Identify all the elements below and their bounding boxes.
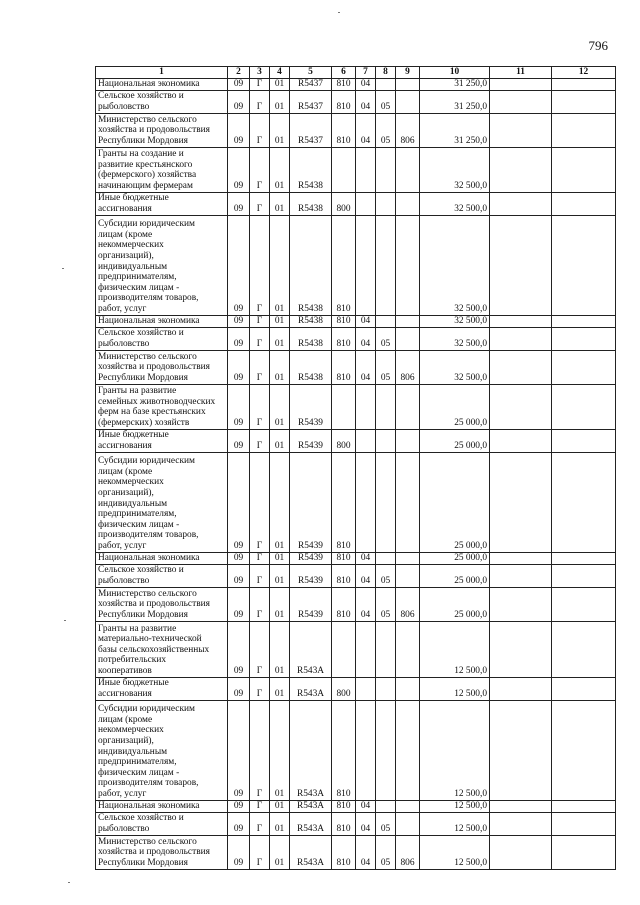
code-cell: R5438	[290, 315, 332, 327]
code-cell: 01	[270, 78, 290, 90]
row-name-cell: Министерство сельского хозяйства и продовольствия Республики Мордовия	[96, 113, 228, 147]
code-cell: 05	[376, 835, 396, 869]
code-cell	[396, 78, 420, 90]
amount-cell: 31 250,0	[420, 113, 490, 147]
header-cell-7: 7	[356, 67, 376, 79]
code-cell	[396, 327, 420, 350]
code-cell: 09	[228, 327, 250, 350]
code-cell: 04	[356, 350, 376, 384]
scan-speck	[68, 882, 70, 883]
table-row	[96, 315, 616, 327]
code-cell: 04	[356, 587, 376, 621]
code-cell: 05	[376, 564, 396, 587]
code-cell: 810	[332, 90, 356, 113]
code-cell	[396, 147, 420, 192]
code-cell: 810	[332, 452, 356, 552]
amount-cell: 25 000,0	[420, 384, 490, 429]
table-row	[96, 429, 616, 452]
code-cell	[356, 147, 376, 192]
code-cell: Г	[250, 350, 270, 384]
code-cell: 09	[228, 800, 250, 812]
code-cell: R5439	[290, 564, 332, 587]
amount-cell: 32 500,0	[420, 147, 490, 192]
empty-cell-11	[490, 113, 552, 147]
amount-cell: 25 000,0	[420, 552, 490, 564]
code-cell: 810	[332, 113, 356, 147]
header-cell-2: 2	[228, 67, 250, 79]
code-cell: 01	[270, 812, 290, 835]
table-row	[96, 192, 616, 215]
scan-speck	[62, 268, 64, 269]
code-cell	[356, 384, 376, 429]
row-name-cell: Национальная экономика	[96, 800, 228, 812]
code-cell: 01	[270, 90, 290, 113]
code-cell	[376, 147, 396, 192]
code-cell	[376, 677, 396, 700]
code-cell: 09	[228, 113, 250, 147]
amount-cell: 32 500,0	[420, 350, 490, 384]
row-name-cell: Гранты на развитие материально-технической базы сельскохозяйственных потребительских кооперативов	[96, 621, 228, 677]
header-cell-1: 1	[96, 67, 228, 79]
code-cell: 04	[356, 113, 376, 147]
code-cell	[396, 621, 420, 677]
header-cell-10: 10	[420, 67, 490, 79]
code-cell: R5439	[290, 429, 332, 452]
header-cell-5: 5	[290, 67, 332, 79]
code-cell	[396, 552, 420, 564]
code-cell	[396, 315, 420, 327]
code-cell: 01	[270, 700, 290, 800]
amount-cell: 12 500,0	[420, 835, 490, 869]
code-cell	[396, 215, 420, 315]
code-cell: R5438	[290, 192, 332, 215]
code-cell: R543А	[290, 800, 332, 812]
row-name-cell: Министерство сельского хозяйства и продовольствия Республики Мордовия	[96, 835, 228, 869]
code-cell: 01	[270, 677, 290, 700]
code-cell	[376, 621, 396, 677]
amount-cell: 12 500,0	[420, 677, 490, 700]
empty-cell-11	[490, 800, 552, 812]
header-cell-4: 4	[270, 67, 290, 79]
amount-cell: 32 500,0	[420, 315, 490, 327]
row-name-cell: Сельское хозяйство и рыболовство	[96, 564, 228, 587]
scan-speck	[64, 620, 66, 621]
amount-cell: 12 500,0	[420, 700, 490, 800]
empty-cell-11	[490, 587, 552, 621]
code-cell: 09	[228, 621, 250, 677]
code-cell: Г	[250, 800, 270, 812]
header-cell-12: 12	[552, 67, 616, 79]
code-cell: 01	[270, 429, 290, 452]
code-cell: 01	[270, 215, 290, 315]
code-cell	[396, 812, 420, 835]
empty-cell-11	[490, 350, 552, 384]
header-cell-6: 6	[332, 67, 356, 79]
empty-cell-12	[552, 835, 616, 869]
code-cell	[376, 192, 396, 215]
code-cell: 810	[332, 800, 356, 812]
code-cell: 09	[228, 564, 250, 587]
empty-cell-12	[552, 452, 616, 552]
code-cell: 01	[270, 621, 290, 677]
row-name-cell: Гранты на развитие семейных животноводческих ферм на базе крестьянских (фермерских) хозяйств	[96, 384, 228, 429]
code-cell	[332, 621, 356, 677]
row-name-cell: Национальная экономика	[96, 552, 228, 564]
code-cell: 09	[228, 350, 250, 384]
row-name-cell: Сельское хозяйство и рыболовство	[96, 327, 228, 350]
table-row	[96, 78, 616, 90]
code-cell: Г	[250, 429, 270, 452]
code-cell: 09	[228, 587, 250, 621]
empty-cell-11	[490, 384, 552, 429]
code-cell	[396, 90, 420, 113]
code-cell	[332, 384, 356, 429]
code-cell: 05	[376, 350, 396, 384]
amount-cell: 32 500,0	[420, 192, 490, 215]
code-cell: 04	[356, 835, 376, 869]
code-cell: 810	[332, 78, 356, 90]
empty-cell-12	[552, 621, 616, 677]
code-cell: 09	[228, 384, 250, 429]
empty-cell-11	[490, 315, 552, 327]
budget-table	[95, 66, 616, 870]
row-name-cell: Министерство сельского хозяйства и продовольствия Республики Мордовия	[96, 350, 228, 384]
code-cell: 04	[356, 812, 376, 835]
code-cell: 01	[270, 564, 290, 587]
code-cell: 810	[332, 315, 356, 327]
code-cell: Г	[250, 78, 270, 90]
code-cell: Г	[250, 147, 270, 192]
code-cell: 01	[270, 192, 290, 215]
code-cell: 04	[356, 315, 376, 327]
code-cell: 01	[270, 350, 290, 384]
amount-cell: 25 000,0	[420, 587, 490, 621]
code-cell: 05	[376, 812, 396, 835]
code-cell	[396, 700, 420, 800]
table-row	[96, 384, 616, 429]
code-cell: 09	[228, 147, 250, 192]
code-cell: R5438	[290, 215, 332, 315]
code-cell: R5439	[290, 552, 332, 564]
empty-cell-11	[490, 452, 552, 552]
code-cell: R5438	[290, 350, 332, 384]
code-cell: 01	[270, 384, 290, 429]
code-cell: R5437	[290, 90, 332, 113]
empty-cell-12	[552, 564, 616, 587]
code-cell: 09	[228, 78, 250, 90]
table-row	[96, 700, 616, 800]
code-cell: 810	[332, 564, 356, 587]
code-cell: R543А	[290, 812, 332, 835]
empty-cell-11	[490, 812, 552, 835]
row-name-cell: Сельское хозяйство и рыболовство	[96, 812, 228, 835]
row-name-cell: Иные бюджетные ассигнования	[96, 677, 228, 700]
empty-cell-11	[490, 700, 552, 800]
code-cell: R5438	[290, 327, 332, 350]
empty-cell-11	[490, 147, 552, 192]
code-cell: 09	[228, 700, 250, 800]
code-cell: 01	[270, 587, 290, 621]
code-cell: R543А	[290, 835, 332, 869]
table-row	[96, 90, 616, 113]
empty-cell-12	[552, 192, 616, 215]
code-cell: Г	[250, 564, 270, 587]
empty-cell-11	[490, 835, 552, 869]
table-row	[96, 677, 616, 700]
empty-cell-12	[552, 78, 616, 90]
table-row	[96, 552, 616, 564]
code-cell: Г	[250, 113, 270, 147]
code-cell: 04	[356, 564, 376, 587]
code-cell: 04	[356, 552, 376, 564]
code-cell: 04	[356, 78, 376, 90]
header-cell-9: 9	[396, 67, 420, 79]
code-cell: R5439	[290, 452, 332, 552]
empty-cell-11	[490, 192, 552, 215]
code-cell: 01	[270, 315, 290, 327]
table-row	[96, 147, 616, 192]
code-cell: Г	[250, 90, 270, 113]
code-cell: 806	[396, 113, 420, 147]
amount-cell: 25 000,0	[420, 564, 490, 587]
code-cell	[396, 564, 420, 587]
code-cell	[396, 452, 420, 552]
code-cell: 01	[270, 835, 290, 869]
code-cell	[376, 552, 396, 564]
code-cell: 01	[270, 113, 290, 147]
empty-cell-12	[552, 90, 616, 113]
code-cell	[356, 192, 376, 215]
code-cell	[376, 315, 396, 327]
code-cell: Г	[250, 384, 270, 429]
code-cell	[332, 147, 356, 192]
code-cell: Г	[250, 327, 270, 350]
code-cell: Г	[250, 215, 270, 315]
table-body	[96, 78, 616, 869]
empty-cell-11	[490, 78, 552, 90]
code-cell: 09	[228, 90, 250, 113]
code-cell: 05	[376, 587, 396, 621]
code-cell: 01	[270, 800, 290, 812]
empty-cell-12	[552, 677, 616, 700]
code-cell: 04	[356, 327, 376, 350]
code-cell	[396, 429, 420, 452]
code-cell	[396, 800, 420, 812]
table-row	[96, 812, 616, 835]
code-cell: 806	[396, 587, 420, 621]
code-cell: R543А	[290, 700, 332, 800]
amount-cell: 32 500,0	[420, 327, 490, 350]
code-cell	[376, 700, 396, 800]
code-cell	[356, 700, 376, 800]
table-row	[96, 800, 616, 812]
code-cell: 09	[228, 192, 250, 215]
code-cell: 01	[270, 552, 290, 564]
code-cell: Г	[250, 192, 270, 215]
row-name-cell: Иные бюджетные ассигнования	[96, 192, 228, 215]
header-cell-8: 8	[376, 67, 396, 79]
empty-cell-11	[490, 429, 552, 452]
scan-speck	[338, 12, 340, 13]
empty-cell-11	[490, 552, 552, 564]
code-cell: Г	[250, 812, 270, 835]
code-cell: R5437	[290, 113, 332, 147]
empty-cell-12	[552, 700, 616, 800]
amount-cell: 32 500,0	[420, 215, 490, 315]
code-cell: 09	[228, 677, 250, 700]
table-row	[96, 587, 616, 621]
empty-cell-12	[552, 315, 616, 327]
empty-cell-11	[490, 90, 552, 113]
row-name-cell: Сельское хозяйство и рыболовство	[96, 90, 228, 113]
code-cell: 05	[376, 90, 396, 113]
amount-cell: 25 000,0	[420, 452, 490, 552]
row-name-cell: Субсидии юридическим лицам (кроме некоммерческих организаций), индивидуальным предпринимателям, физическим лицам - производителям товаров, работ, услуг	[96, 452, 228, 552]
code-cell: 09	[228, 429, 250, 452]
table-row	[96, 564, 616, 587]
empty-cell-11	[490, 677, 552, 700]
code-cell: R5439	[290, 384, 332, 429]
row-name-cell: Национальная экономика	[96, 315, 228, 327]
empty-cell-12	[552, 800, 616, 812]
code-cell: 810	[332, 350, 356, 384]
code-cell: 09	[228, 215, 250, 315]
code-cell	[396, 192, 420, 215]
code-cell: R543А	[290, 677, 332, 700]
amount-cell: 25 000,0	[420, 429, 490, 452]
empty-cell-12	[552, 215, 616, 315]
code-cell: Г	[250, 587, 270, 621]
page-number: 796	[588, 38, 608, 53]
code-cell: 810	[332, 552, 356, 564]
code-cell: 01	[270, 327, 290, 350]
row-name-cell: Субсидии юридическим лицам (кроме некоммерческих организаций), индивидуальным предпринимателям, физическим лицам - производителям товаров, работ, услуг	[96, 215, 228, 315]
empty-cell-12	[552, 327, 616, 350]
empty-cell-12	[552, 350, 616, 384]
empty-cell-12	[552, 552, 616, 564]
code-cell	[396, 677, 420, 700]
budget-table-container	[95, 66, 616, 870]
code-cell	[396, 384, 420, 429]
header-cell-11: 11	[490, 67, 552, 79]
table-row	[96, 113, 616, 147]
code-cell: R5438	[290, 147, 332, 192]
code-cell: 05	[376, 327, 396, 350]
code-cell: Г	[250, 452, 270, 552]
code-cell: 806	[396, 835, 420, 869]
code-cell: 04	[356, 90, 376, 113]
amount-cell: 31 250,0	[420, 78, 490, 90]
row-name-cell: Иные бюджетные ассигнования	[96, 429, 228, 452]
empty-cell-12	[552, 113, 616, 147]
code-cell	[356, 621, 376, 677]
code-cell	[376, 215, 396, 315]
code-cell	[356, 215, 376, 315]
code-cell: 810	[332, 700, 356, 800]
row-name-cell: Национальная экономика	[96, 78, 228, 90]
code-cell: 800	[332, 677, 356, 700]
code-cell: 800	[332, 429, 356, 452]
empty-cell-12	[552, 587, 616, 621]
code-cell	[376, 452, 396, 552]
code-cell: R5437	[290, 78, 332, 90]
table-row	[96, 327, 616, 350]
code-cell	[356, 677, 376, 700]
row-name-cell: Субсидии юридическим лицам (кроме некоммерческих организаций), индивидуальным предпринимателям, физическим лицам - производителям товаров, работ, услуг	[96, 700, 228, 800]
code-cell: 810	[332, 587, 356, 621]
empty-cell-12	[552, 429, 616, 452]
code-cell: 810	[332, 835, 356, 869]
empty-cell-12	[552, 384, 616, 429]
code-cell: Г	[250, 677, 270, 700]
header-row	[96, 67, 616, 79]
table-row	[96, 452, 616, 552]
row-name-cell: Министерство сельского хозяйства и продовольствия Республики Мордовия	[96, 587, 228, 621]
empty-cell-12	[552, 147, 616, 192]
code-cell: 800	[332, 192, 356, 215]
code-cell	[356, 429, 376, 452]
header-cell-3: 3	[250, 67, 270, 79]
code-cell: 810	[332, 327, 356, 350]
code-cell: R5439	[290, 587, 332, 621]
code-cell	[356, 452, 376, 552]
code-cell: 09	[228, 315, 250, 327]
row-name-cell: Гранты на создание и развитие крестьянского (фермерского) хозяйства начинающим фермерам	[96, 147, 228, 192]
code-cell: 09	[228, 452, 250, 552]
amount-cell: 12 500,0	[420, 812, 490, 835]
code-cell: 810	[332, 812, 356, 835]
code-cell: 05	[376, 113, 396, 147]
amount-cell: 12 500,0	[420, 800, 490, 812]
code-cell	[376, 429, 396, 452]
empty-cell-11	[490, 621, 552, 677]
code-cell: Г	[250, 552, 270, 564]
table-row	[96, 215, 616, 315]
code-cell: 806	[396, 350, 420, 384]
code-cell	[376, 78, 396, 90]
code-cell: Г	[250, 700, 270, 800]
amount-cell: 12 500,0	[420, 621, 490, 677]
code-cell: 04	[356, 800, 376, 812]
amount-cell: 31 250,0	[420, 90, 490, 113]
empty-cell-11	[490, 327, 552, 350]
code-cell	[376, 800, 396, 812]
code-cell: 09	[228, 835, 250, 869]
empty-cell-11	[490, 215, 552, 315]
code-cell: 09	[228, 552, 250, 564]
table-header	[96, 67, 616, 79]
table-row	[96, 835, 616, 869]
table-row	[96, 621, 616, 677]
empty-cell-11	[490, 564, 552, 587]
code-cell: Г	[250, 621, 270, 677]
empty-cell-12	[552, 812, 616, 835]
code-cell: 09	[228, 812, 250, 835]
code-cell: 01	[270, 452, 290, 552]
code-cell: Г	[250, 315, 270, 327]
code-cell	[376, 384, 396, 429]
table-row	[96, 350, 616, 384]
code-cell: Г	[250, 835, 270, 869]
code-cell: 810	[332, 215, 356, 315]
code-cell: 01	[270, 147, 290, 192]
code-cell: R543А	[290, 621, 332, 677]
